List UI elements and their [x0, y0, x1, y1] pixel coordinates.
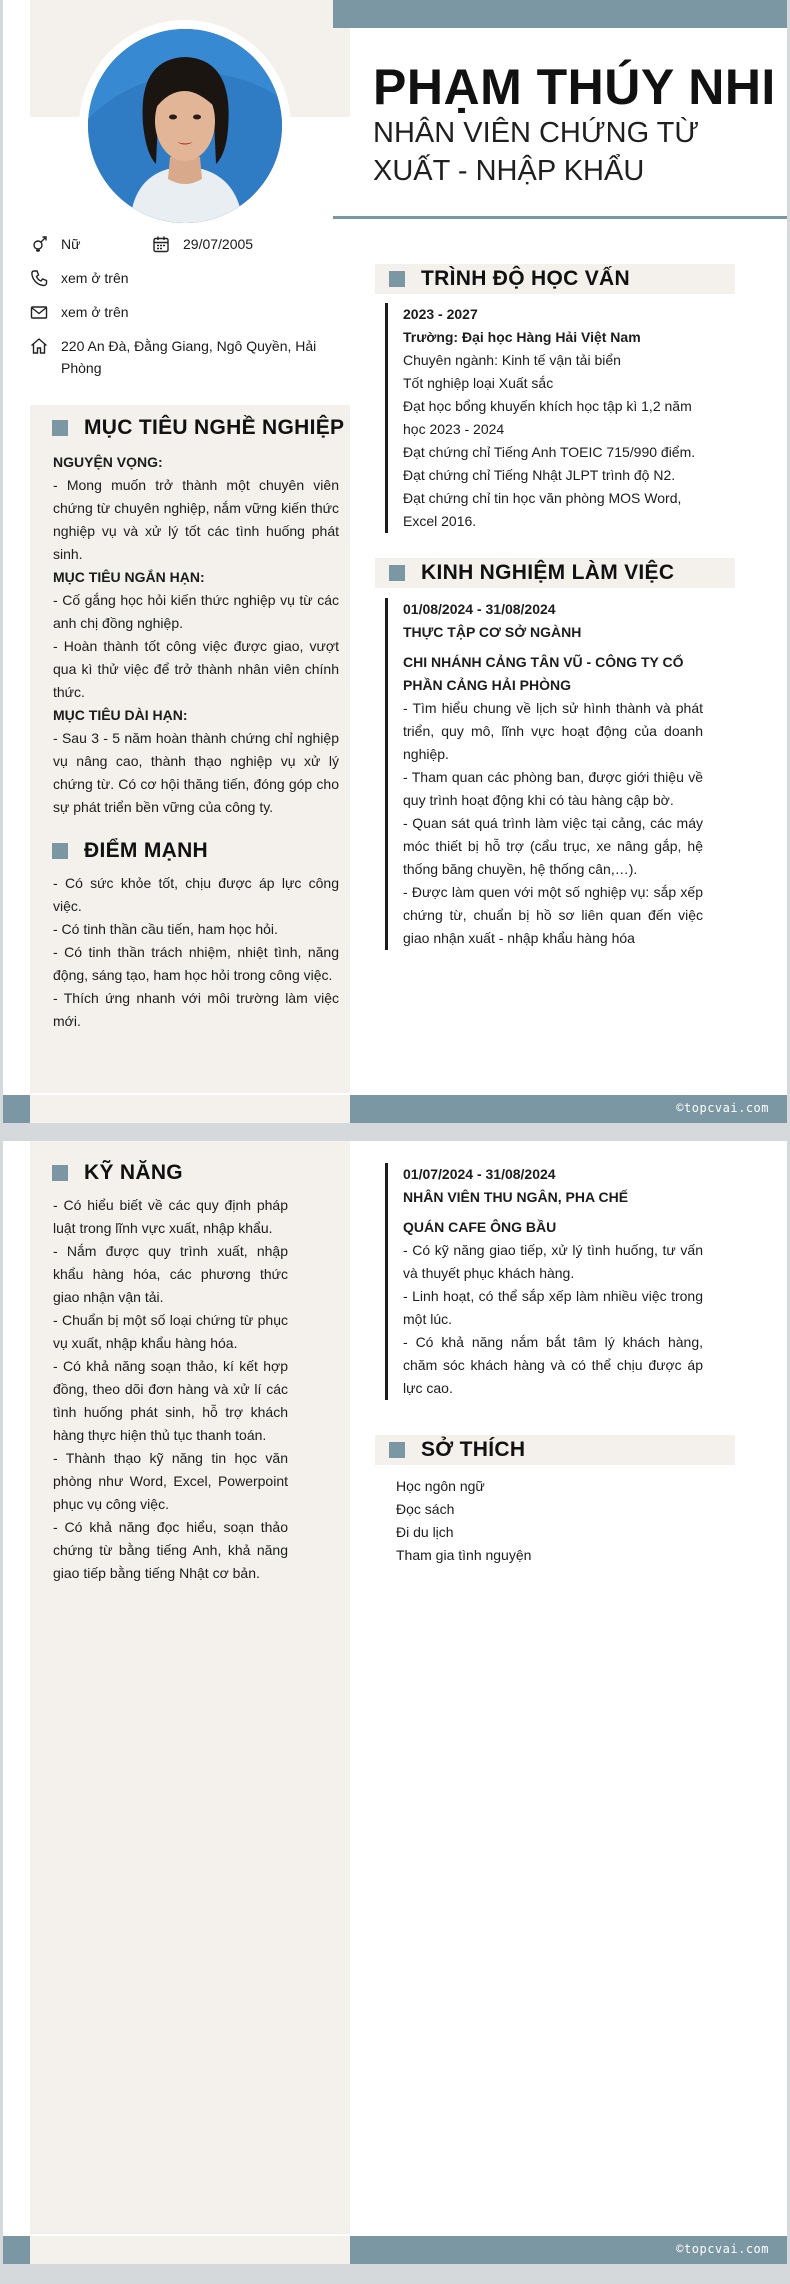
experience-job-2 [385, 1163, 703, 1400]
gender-icon [30, 235, 48, 253]
job-duty: - Linh hoạt, có thể sắp xếp làm nhiều việc trong một lúc. [403, 1288, 703, 1327]
education-title: TRÌNH ĐỘ HỌC VẤN [421, 267, 630, 290]
cv-page-1 [3, 0, 787, 1123]
cv-page-2 [3, 1141, 787, 2264]
address-text: 220 An Đà, Đằng Giang, Ngô Quyền, Hải Phòng [61, 338, 317, 376]
education-line: Đạt chứng chỉ Tiếng Nhật JLPT trình độ N2. [403, 467, 676, 483]
watermark: ©topcvai.com [676, 1101, 769, 1115]
gender-text: Nữ [61, 236, 81, 252]
hobby-item: Tham gia tình nguyện [396, 1547, 532, 1563]
skills-title: KỸ NĂNG [84, 1161, 183, 1184]
candidate-name: PHẠM THÚY NHI [373, 59, 776, 115]
education-line: Đạt học bổng khuyến khích học tập kì 1,2 năm học 2023 - 2024 [403, 398, 692, 437]
contact-phone [30, 267, 129, 289]
education-heading [375, 264, 735, 294]
strength-item: - Có tinh thần trách nhiệm, nhiệt tình, năng động, sáng tạo, ham học hỏi trong công việc. [53, 944, 339, 983]
home-icon [30, 337, 48, 355]
skill-item: - Thành thạo kỹ năng tin học văn phòng như Word, Excel, Powerpoint phục vụ công việc. [53, 1450, 288, 1512]
bottom-accent-bar [3, 2236, 787, 2264]
hobbies-title: SỞ THÍCH [421, 1438, 526, 1461]
phone-text: xem ở trên [61, 270, 129, 286]
section-marker [389, 565, 405, 581]
education-period: 2023 - 2027 [403, 306, 478, 322]
skill-item: - Có hiểu biết về các quy định pháp luật trong lĩnh vực xuất, nhập khẩu. [53, 1197, 288, 1236]
section-marker [52, 1165, 68, 1181]
strengths-list [53, 872, 339, 1033]
education-line: Tốt nghiệp loại Xuất sắc [403, 375, 554, 391]
short-term-item: - Hoàn thành tốt công việc được giao, vượt qua kì thử việc để trở thành nhân viên chính thức. [53, 638, 339, 700]
top-accent-bar [333, 0, 787, 28]
job-title: NHÂN VIÊN CHỨNG TỪ XUẤT - NHẬP KHẨU [373, 117, 700, 187]
job-company: QUÁN CAFE ÔNG BẦU [403, 1219, 557, 1235]
contact-email [30, 301, 129, 323]
education-line: Đạt chứng chỉ Tiếng Anh TOEIC 715/990 điểm. [403, 444, 696, 460]
skill-item: - Nắm được quy trình xuất, nhập khẩu hàng hóa, các phương thức giao nhận vận tải. [53, 1243, 288, 1305]
job-period: 01/08/2024 - 31/08/2024 [403, 601, 556, 617]
watermark: ©topcvai.com [676, 2242, 769, 2256]
aspiration-text: - Mong muốn trở thành một chuyên viên chứng từ chuyên nghiệp, nắm vững kiến thức nghiệp vụ và xử lý tốt các tình huống phát sinh. [53, 477, 339, 562]
section-marker [52, 843, 68, 859]
phone-icon [30, 269, 48, 287]
section-marker [389, 1442, 405, 1458]
strength-item: - Thích ứng nhanh với môi trường làm việc mới. [53, 990, 339, 1029]
job-company: CHI NHÁNH CẢNG TÂN VŨ - CÔNG TY CỔ PHẦN CẢNG HẢI PHÒNG [403, 654, 684, 693]
hobbies-heading [375, 1435, 735, 1465]
job-duty: - Tìm hiểu chung về lịch sử hình thành và phát triển, quy mô, lĩnh vực hoạt động của doanh nghiệp. [403, 700, 703, 762]
hobby-item: Học ngôn ngữ [396, 1478, 485, 1494]
job-duty: - Có kỹ năng giao tiếp, xử lý tình huống, tư vấn và thuyết phục khách hàng. [403, 1242, 703, 1281]
education-block [385, 303, 703, 533]
job-duty: - Quan sát quá trình làm việc tại cảng, các máy móc thiết bị hỗ trợ (cẩu trục, xe nâng gắp, hệ thống băng chuyền, hệ thống cân,…). [403, 815, 703, 877]
contact-address [30, 335, 335, 379]
job-duty: - Được làm quen với một số nghiệp vụ: sắp xếp chứng từ, chuẩn bị hồ sơ liên quan đến việc giao nhận xuất - nhập khẩu hàng hóa [403, 884, 703, 946]
job-position: NHÂN VIÊN THU NGÂN, PHA CHẾ [403, 1189, 629, 1205]
hobby-item: Đi du lịch [396, 1524, 454, 1540]
education-school: Trường: Đại học Hàng Hải Việt Nam [403, 329, 641, 345]
strength-item: - Có tinh thần cầu tiến, ham học hỏi. [53, 921, 278, 937]
long-term-label: MỤC TIÊU DÀI HẠN: [53, 707, 188, 723]
skills-heading [52, 1158, 183, 1188]
job-duty: - Tham quan các phòng ban, được giới thiệu về quy trình hoạt động khi có tàu hàng cập bờ. [403, 769, 703, 808]
objective-heading [52, 413, 344, 443]
objective-content [53, 451, 339, 819]
skill-item: - Có khả năng đọc hiểu, soạn thảo chứng từ bằng tiếng Anh, khả năng giao tiếp bằng tiếng Nhật cơ bản. [53, 1519, 288, 1581]
section-marker [52, 420, 68, 436]
envelope-icon [30, 303, 48, 321]
section-marker [389, 271, 405, 287]
hobby-item: Đọc sách [396, 1501, 455, 1517]
strength-item: - Có sức khỏe tốt, chịu được áp lực công việc. [53, 875, 339, 914]
calendar-icon [152, 235, 170, 253]
experience-job-1 [385, 598, 703, 950]
short-term-label: MỤC TIÊU NGẮN HẠN: [53, 569, 205, 585]
skills-list [53, 1194, 288, 1585]
contact-gender [30, 233, 80, 255]
skill-item: - Chuẩn bị một số loại chứng từ phục vụ xuất, nhập khẩu hàng hóa. [53, 1312, 288, 1351]
aspiration-label: NGUYỆN VỌNG: [53, 454, 163, 470]
job-position: THỰC TẬP CƠ SỞ NGÀNH [403, 624, 582, 640]
short-term-item: - Cố gắng học hỏi kiến thức nghiệp vụ từ các anh chị đồng nghiệp. [53, 592, 339, 631]
birthday-text: 29/07/2005 [183, 236, 254, 252]
bottom-accent-bar [3, 1095, 787, 1123]
contact-birthday [152, 233, 253, 255]
strengths-title: ĐIỂM MẠNH [84, 839, 209, 862]
skill-item: - Có khả năng soạn thảo, kí kết hợp đồng, theo dõi đơn hàng và xử lí các tình huống phát sinh, hỗ trợ khách hàng thực hiện thủ tục thanh toán. [53, 1358, 288, 1443]
experience-heading [375, 558, 735, 588]
avatar [88, 29, 282, 223]
experience-title: KINH NGHIỆM LÀM VIỆC [421, 561, 675, 584]
job-duty: - Có khả năng nắm bắt tâm lý khách hàng, chăm sóc khách hàng và có thể chịu được áp lực cao. [403, 1334, 703, 1396]
education-line: Chuyên ngành: Kinh tế vận tải biển [403, 352, 621, 368]
title-divider [333, 216, 787, 219]
objective-title: MỤC TIÊU NGHỀ NGHIỆP [84, 416, 345, 439]
hobbies-list [396, 1475, 531, 1567]
job-period: 01/07/2024 - 31/08/2024 [403, 1166, 556, 1182]
email-text: xem ở trên [61, 304, 129, 320]
long-term-item: - Sau 3 - 5 năm hoàn thành chứng chỉ nghiệp vụ nâng cao, thành thạo nghiệp vụ xử lý chứng từ. Có cơ hội thăng tiến, đóng góp cho sự phát triển bền vững của công ty. [53, 730, 339, 815]
education-line: Đạt chứng chỉ tin học văn phòng MOS Word, Excel 2016. [403, 490, 682, 529]
strengths-heading [52, 836, 208, 866]
